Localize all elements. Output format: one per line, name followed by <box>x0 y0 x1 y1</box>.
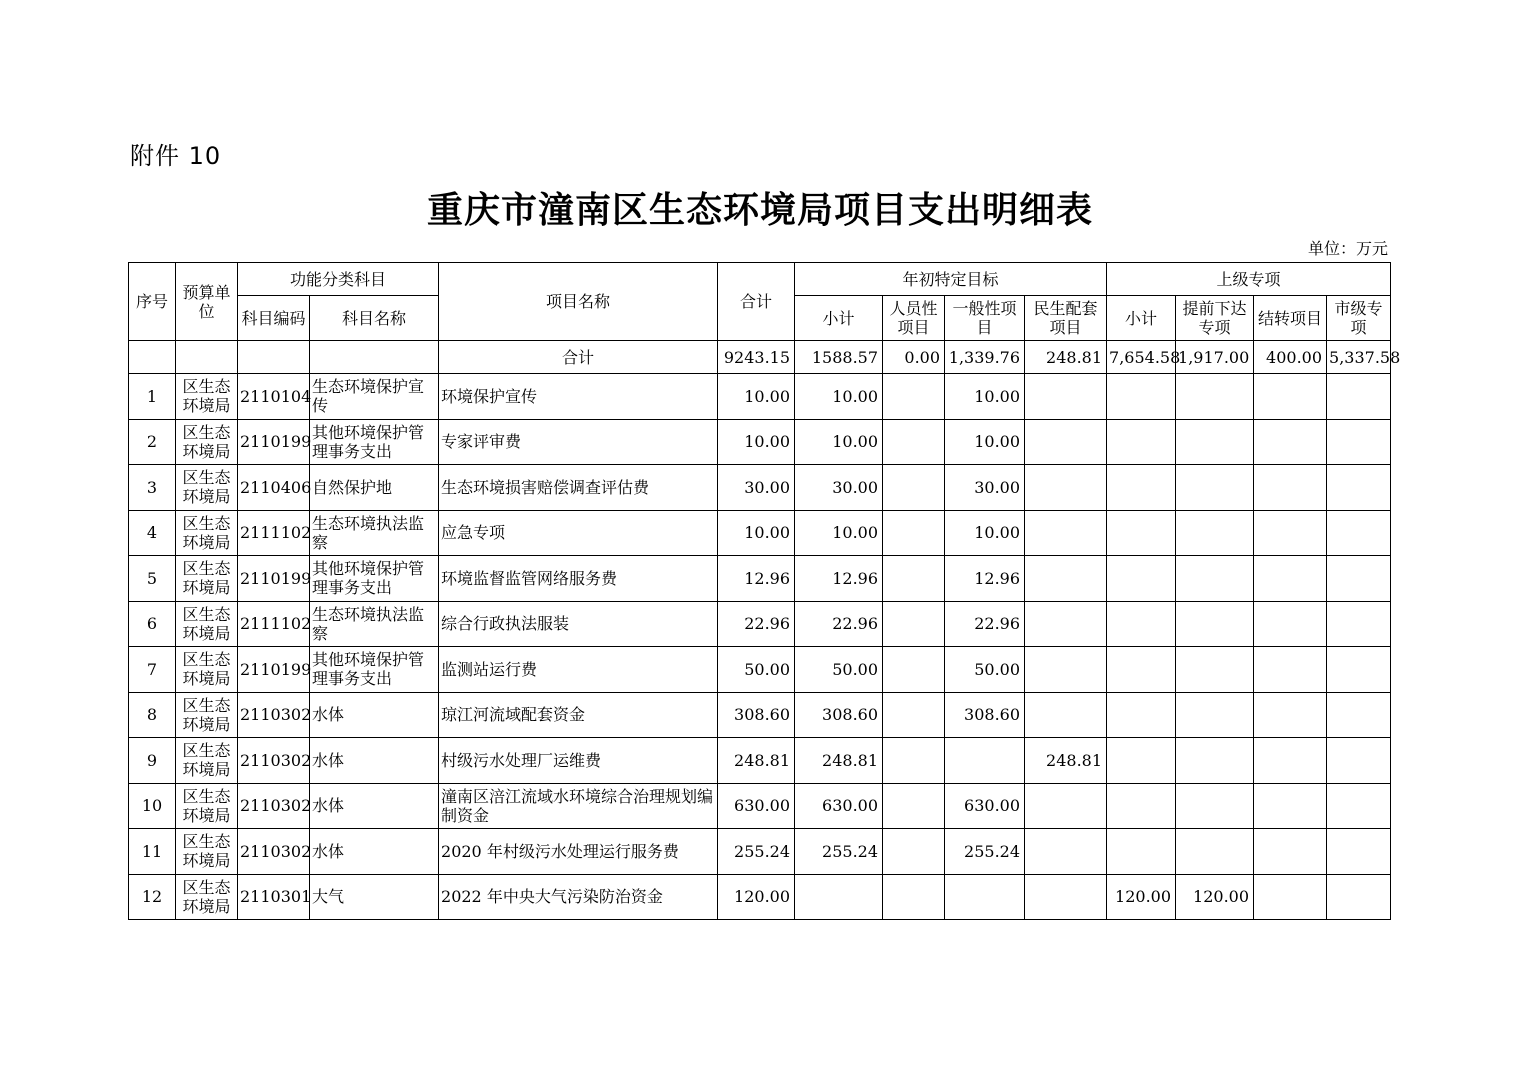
table-row <box>129 829 1391 875</box>
cell-unit: 区生态环境局 <box>176 647 238 693</box>
cell-annual-subtotal: 10.00 <box>795 374 883 420</box>
cell-seq: 6 <box>129 601 176 647</box>
cell-personnel <box>883 465 945 511</box>
cell-superior-subtotal <box>1107 692 1176 738</box>
cell-project: 环境监督监管网络服务费 <box>439 556 718 602</box>
cell-municipal <box>1327 465 1391 511</box>
cell-superior-subtotal <box>1107 556 1176 602</box>
cell-code: 2110199 <box>238 419 310 465</box>
cell-general <box>945 874 1025 920</box>
col-municipal: 市级专项 <box>1327 296 1391 341</box>
cell-annual-subtotal: 630.00 <box>795 783 883 829</box>
cell-general: 50.00 <box>945 647 1025 693</box>
cell-project: 监测站运行费 <box>439 647 718 693</box>
cell-seq: 8 <box>129 692 176 738</box>
col-carryover: 结转项目 <box>1254 296 1327 341</box>
cell-unit: 区生态环境局 <box>176 374 238 420</box>
cell-seq: 5 <box>129 556 176 602</box>
total-municipal: 5,337.58 <box>1327 341 1391 374</box>
cell-municipal <box>1327 601 1391 647</box>
cell-personnel <box>883 374 945 420</box>
table-row <box>129 510 1391 556</box>
col-project-name: 项目名称 <box>439 263 718 341</box>
col-annual-group: 年初特定目标 <box>795 263 1107 296</box>
cell-superior-subtotal <box>1107 647 1176 693</box>
cell-total: 10.00 <box>718 374 795 420</box>
cell-advance <box>1176 692 1254 738</box>
cell-advance: 120.00 <box>1176 874 1254 920</box>
cell-general: 308.60 <box>945 692 1025 738</box>
cell-carryover <box>1254 374 1327 420</box>
cell-carryover <box>1254 738 1327 784</box>
cell-subject: 大气 <box>310 874 439 920</box>
cell-municipal <box>1327 829 1391 875</box>
cell-annual-subtotal: 12.96 <box>795 556 883 602</box>
table-row <box>129 601 1391 647</box>
total-label: 合计 <box>439 341 718 374</box>
cell-code: 2110302 <box>238 692 310 738</box>
cell-carryover <box>1254 829 1327 875</box>
cell-livelihood <box>1025 783 1107 829</box>
col-subject-name: 科目名称 <box>310 296 439 341</box>
cell-advance <box>1176 829 1254 875</box>
cell-annual-subtotal: 255.24 <box>795 829 883 875</box>
cell-superior-subtotal <box>1107 738 1176 784</box>
col-livelihood: 民生配套项目 <box>1025 296 1107 341</box>
cell-carryover <box>1254 601 1327 647</box>
cell-personnel <box>883 692 945 738</box>
cell-seq: 11 <box>129 829 176 875</box>
cell-livelihood: 248.81 <box>1025 738 1107 784</box>
cell-general: 22.96 <box>945 601 1025 647</box>
cell-project: 环境保护宣传 <box>439 374 718 420</box>
col-total: 合计 <box>718 263 795 341</box>
cell-livelihood <box>1025 601 1107 647</box>
cell-annual-subtotal: 308.60 <box>795 692 883 738</box>
cell-general: 10.00 <box>945 510 1025 556</box>
cell-livelihood <box>1025 556 1107 602</box>
cell-project: 潼南区涪江流域水环境综合治理规划编制资金 <box>439 783 718 829</box>
cell-general: 630.00 <box>945 783 1025 829</box>
table-row <box>129 647 1391 693</box>
cell-subject: 生态环境保护宣传 <box>310 374 439 420</box>
cell-personnel <box>883 647 945 693</box>
cell-personnel <box>883 419 945 465</box>
cell-code: 2110406 <box>238 465 310 511</box>
cell-unit: 区生态环境局 <box>176 419 238 465</box>
cell-carryover <box>1254 647 1327 693</box>
col-func-group: 功能分类科目 <box>238 263 439 296</box>
cell-superior-subtotal <box>1107 601 1176 647</box>
cell-personnel <box>883 601 945 647</box>
cell-unit: 区生态环境局 <box>176 829 238 875</box>
cell-carryover <box>1254 783 1327 829</box>
cell-municipal <box>1327 374 1391 420</box>
cell-total: 120.00 <box>718 874 795 920</box>
cell-total: 255.24 <box>718 829 795 875</box>
total-carryover: 400.00 <box>1254 341 1327 374</box>
header-row-1 <box>129 263 1391 296</box>
cell-livelihood <box>1025 647 1107 693</box>
cell-superior-subtotal <box>1107 783 1176 829</box>
cell-livelihood <box>1025 874 1107 920</box>
cell-code: 2110104 <box>238 374 310 420</box>
cell-general: 10.00 <box>945 419 1025 465</box>
cell-subject: 其他环境保护管理事务支出 <box>310 647 439 693</box>
cell-seq: 4 <box>129 510 176 556</box>
cell-personnel <box>883 874 945 920</box>
page-title: 重庆市潼南区生态环境局项目支出明细表 <box>426 189 1093 231</box>
cell-municipal <box>1327 419 1391 465</box>
cell-carryover <box>1254 465 1327 511</box>
cell-advance <box>1176 419 1254 465</box>
cell-general: 12.96 <box>945 556 1025 602</box>
cell-unit: 区生态环境局 <box>176 692 238 738</box>
cell-unit: 区生态环境局 <box>176 783 238 829</box>
cell-annual-subtotal <box>795 874 883 920</box>
table-row <box>129 738 1391 784</box>
cell-subject: 其他环境保护管理事务支出 <box>310 419 439 465</box>
cell-code: 2110199 <box>238 647 310 693</box>
table-row <box>129 874 1391 920</box>
cell-municipal <box>1327 738 1391 784</box>
cell-total: 22.96 <box>718 601 795 647</box>
total-total: 9243.15 <box>718 341 795 374</box>
cell-advance <box>1176 374 1254 420</box>
cell-annual-subtotal: 50.00 <box>795 647 883 693</box>
cell-seq: 2 <box>129 419 176 465</box>
cell-advance <box>1176 647 1254 693</box>
total-row <box>129 341 1391 374</box>
cell-code: 2111102 <box>238 510 310 556</box>
cell-project: 专家评审费 <box>439 419 718 465</box>
cell-annual-subtotal: 22.96 <box>795 601 883 647</box>
total-personnel: 0.00 <box>883 341 945 374</box>
col-budget-unit: 预算单位 <box>176 263 238 341</box>
cell-carryover <box>1254 510 1327 556</box>
cell-project: 应急专项 <box>439 510 718 556</box>
cell-annual-subtotal: 10.00 <box>795 419 883 465</box>
cell-unit: 区生态环境局 <box>176 556 238 602</box>
cell-carryover <box>1254 556 1327 602</box>
col-superior-subtotal: 小计 <box>1107 296 1176 341</box>
cell-livelihood <box>1025 692 1107 738</box>
cell-municipal <box>1327 692 1391 738</box>
total-livelihood: 248.81 <box>1025 341 1107 374</box>
cell-superior-subtotal <box>1107 419 1176 465</box>
cell-general: 10.00 <box>945 374 1025 420</box>
cell-advance <box>1176 465 1254 511</box>
cell-personnel <box>883 556 945 602</box>
cell-general <box>945 738 1025 784</box>
cell-total: 10.00 <box>718 510 795 556</box>
cell-total: 12.96 <box>718 556 795 602</box>
total-superior-subtotal: 7,654.58 <box>1107 341 1176 374</box>
cell-total: 308.60 <box>718 692 795 738</box>
cell-code: 2110302 <box>238 783 310 829</box>
cell-municipal <box>1327 510 1391 556</box>
cell-annual-subtotal: 10.00 <box>795 510 883 556</box>
cell-general: 30.00 <box>945 465 1025 511</box>
cell-annual-subtotal: 30.00 <box>795 465 883 511</box>
cell-carryover <box>1254 874 1327 920</box>
cell-subject: 其他环境保护管理事务支出 <box>310 556 439 602</box>
cell-advance <box>1176 601 1254 647</box>
cell-unit: 区生态环境局 <box>176 510 238 556</box>
cell-carryover <box>1254 692 1327 738</box>
cell-advance <box>1176 738 1254 784</box>
col-superior-group: 上级专项 <box>1107 263 1391 296</box>
cell-seq: 12 <box>129 874 176 920</box>
cell-project: 2020 年村级污水处理运行服务费 <box>439 829 718 875</box>
cell-livelihood <box>1025 419 1107 465</box>
cell-seq: 9 <box>129 738 176 784</box>
cell-project: 2022 年中央大气污染防治资金 <box>439 874 718 920</box>
cell-livelihood <box>1025 465 1107 511</box>
expenditure-table <box>128 262 1401 920</box>
cell-personnel <box>883 738 945 784</box>
cell-general: 255.24 <box>945 829 1025 875</box>
cell-livelihood <box>1025 829 1107 875</box>
cell-carryover <box>1254 419 1327 465</box>
cell-subject: 生态环境执法监察 <box>310 601 439 647</box>
cell-total: 30.00 <box>718 465 795 511</box>
cell-project: 村级污水处理厂运维费 <box>439 738 718 784</box>
cell-project: 生态环境损害赔偿调查评估费 <box>439 465 718 511</box>
cell-subject: 水体 <box>310 692 439 738</box>
cell-code: 2110302 <box>238 738 310 784</box>
cell-total: 630.00 <box>718 783 795 829</box>
cell-advance <box>1176 783 1254 829</box>
cell-municipal <box>1327 647 1391 693</box>
table-row <box>129 692 1391 738</box>
cell-subject: 水体 <box>310 829 439 875</box>
cell-total: 10.00 <box>718 419 795 465</box>
cell-unit: 区生态环境局 <box>176 874 238 920</box>
cell-code: 2110199 <box>238 556 310 602</box>
table-row <box>129 556 1391 602</box>
cell-seq: 3 <box>129 465 176 511</box>
cell-superior-subtotal <box>1107 374 1176 420</box>
cell-total: 248.81 <box>718 738 795 784</box>
cell-advance <box>1176 510 1254 556</box>
col-personnel: 人员性项目 <box>883 296 945 341</box>
total-advance: 1,917.00 <box>1176 341 1254 374</box>
cell-superior-subtotal <box>1107 465 1176 511</box>
attachment-label: 附件 10 <box>130 142 222 170</box>
cell-total: 50.00 <box>718 647 795 693</box>
col-advance: 提前下达专项 <box>1176 296 1254 341</box>
cell-seq: 10 <box>129 783 176 829</box>
cell-unit: 区生态环境局 <box>176 738 238 784</box>
cell-code: 2110301 <box>238 874 310 920</box>
table-row <box>129 783 1391 829</box>
cell-personnel <box>883 829 945 875</box>
cell-annual-subtotal: 248.81 <box>795 738 883 784</box>
cell-subject: 生态环境执法监察 <box>310 510 439 556</box>
cell-seq: 7 <box>129 647 176 693</box>
cell-seq: 1 <box>129 374 176 420</box>
cell-subject: 水体 <box>310 783 439 829</box>
cell-livelihood <box>1025 510 1107 556</box>
cell-advance <box>1176 556 1254 602</box>
cell-code: 2110302 <box>238 829 310 875</box>
cell-municipal <box>1327 556 1391 602</box>
total-general: 1,339.76 <box>945 341 1025 374</box>
col-general: 一般性项目 <box>945 296 1025 341</box>
cell-unit: 区生态环境局 <box>176 601 238 647</box>
col-annual-subtotal: 小计 <box>795 296 883 341</box>
table-row <box>129 419 1391 465</box>
cell-project: 综合行政执法服装 <box>439 601 718 647</box>
cell-livelihood <box>1025 374 1107 420</box>
unit-label: 单位：万元 <box>1307 239 1388 258</box>
cell-personnel <box>883 783 945 829</box>
cell-personnel <box>883 510 945 556</box>
cell-superior-subtotal <box>1107 829 1176 875</box>
cell-unit: 区生态环境局 <box>176 465 238 511</box>
cell-subject: 自然保护地 <box>310 465 439 511</box>
cell-municipal <box>1327 783 1391 829</box>
cell-code: 2111102 <box>238 601 310 647</box>
cell-superior-subtotal <box>1107 510 1176 556</box>
table-row <box>129 374 1391 420</box>
total-annual-subtotal: 1588.57 <box>795 341 883 374</box>
cell-project: 琼江河流域配套资金 <box>439 692 718 738</box>
cell-superior-subtotal: 120.00 <box>1107 874 1176 920</box>
table-row <box>129 465 1391 511</box>
col-subject-code: 科目编码 <box>238 296 310 341</box>
cell-municipal <box>1327 874 1391 920</box>
col-seq: 序号 <box>129 263 176 341</box>
cell-subject: 水体 <box>310 738 439 784</box>
